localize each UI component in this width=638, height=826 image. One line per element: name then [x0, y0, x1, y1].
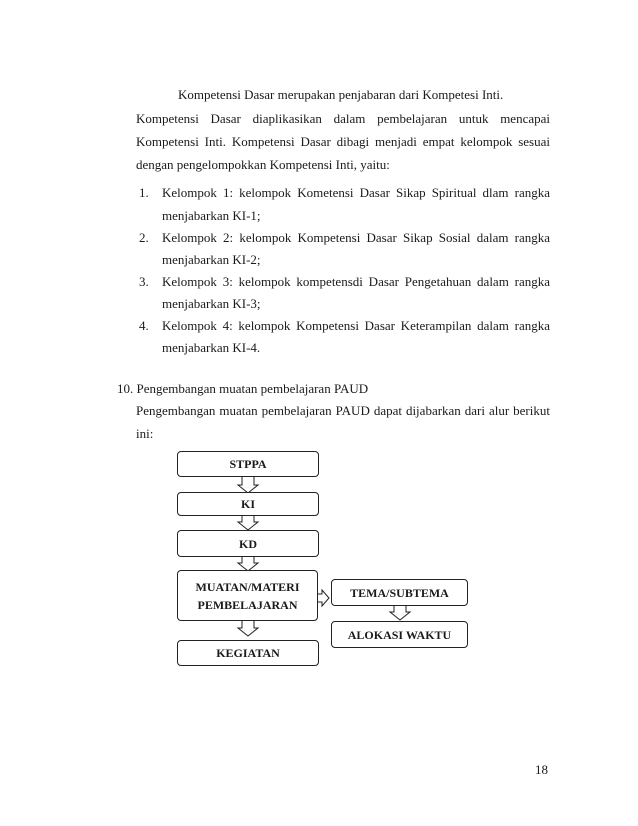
flowchart-box-muatan [177, 570, 318, 621]
list-item-number: 4. [139, 318, 149, 333]
list-item-text-continued: menjabarkan KI-3; [162, 296, 261, 311]
list-item-text-continued: menjabarkan KI-4. [162, 340, 261, 355]
tema-label: TEMA/SUBTEMA [350, 585, 449, 600]
paragraph-line-2: Kompetensi Dasar diaplikasikan dalam pembelajaran untuk mencapai [136, 111, 550, 126]
stppa-label: STPPA [229, 457, 267, 471]
arrow-muatan-kegiatan [238, 621, 258, 636]
kegiatan-label: KEGIATAN [216, 646, 280, 660]
muatan-label-line-2: PEMBELAJARAN [197, 597, 298, 612]
list-item-text-continued: menjabarkan KI-1; [162, 208, 261, 223]
alokasi-label: ALOKASI WAKTU [347, 627, 452, 642]
list-item-number: 1. [139, 185, 149, 200]
arrow-kd-muatan [238, 557, 258, 571]
list-item-number: 3. [139, 274, 149, 289]
section-heading: 10. Pengembangan muatan pembelajaran PAUD [117, 381, 369, 396]
paragraph-line-4: dengan pengelompokkan Kompetensi Inti, yaitu: [136, 157, 390, 172]
flowchart-box-ki [177, 492, 319, 516]
list-item-text: Kelompok 3: kelompok kompetensdi Dasar Pengetahuan dalam rangka [162, 274, 550, 289]
kd-label: KD [239, 536, 257, 551]
flowchart-box-kd [177, 530, 319, 557]
arrow-ki-kd [238, 516, 258, 530]
arrow-tema-alokasi [390, 606, 410, 620]
flowchart-box-tema [331, 579, 468, 606]
list-item-text: Kelompok 1: kelompok Kometensi Dasar Sikap Spiritual dlam rangka [162, 185, 550, 200]
paragraph-line-1-text: Kompetensi Dasar merupakan penjabaran dari Kompetesi Inti. [178, 87, 504, 102]
flowchart-box-kegiatan [177, 640, 319, 666]
flowchart-box-alokasi [331, 621, 468, 648]
arrow-muatan-tema [318, 590, 329, 606]
flowchart-box-stppa [177, 451, 319, 477]
list-item-text: Kelompok 4: kelompok Kompetensi Dasar Keterampilan dalam rangka [162, 318, 550, 333]
list-item-number: 2. [139, 230, 149, 245]
muatan-label-line-1: MUATAN/MATERI [195, 579, 300, 594]
ki-label: KI [240, 497, 255, 511]
list-item-text: Kelompok 2: kelompok Kompetensi Dasar Sikap Sosial dalam rangka [162, 230, 550, 245]
section-text-line-1: Pengembangan muatan pembelajaran PAUD dapat dijabarkan dari alur berikut [136, 403, 550, 418]
list-item-text-continued: menjabarkan KI-2; [162, 252, 261, 267]
arrow-stppa-ki [238, 477, 258, 493]
paragraph-line-3: Kompetensi Inti. Kompetensi Dasar dibagi menjadi empat kelompok sesuai [136, 134, 550, 149]
section-text-line-2: ini: [136, 426, 154, 441]
page-number: 18 [535, 762, 548, 777]
